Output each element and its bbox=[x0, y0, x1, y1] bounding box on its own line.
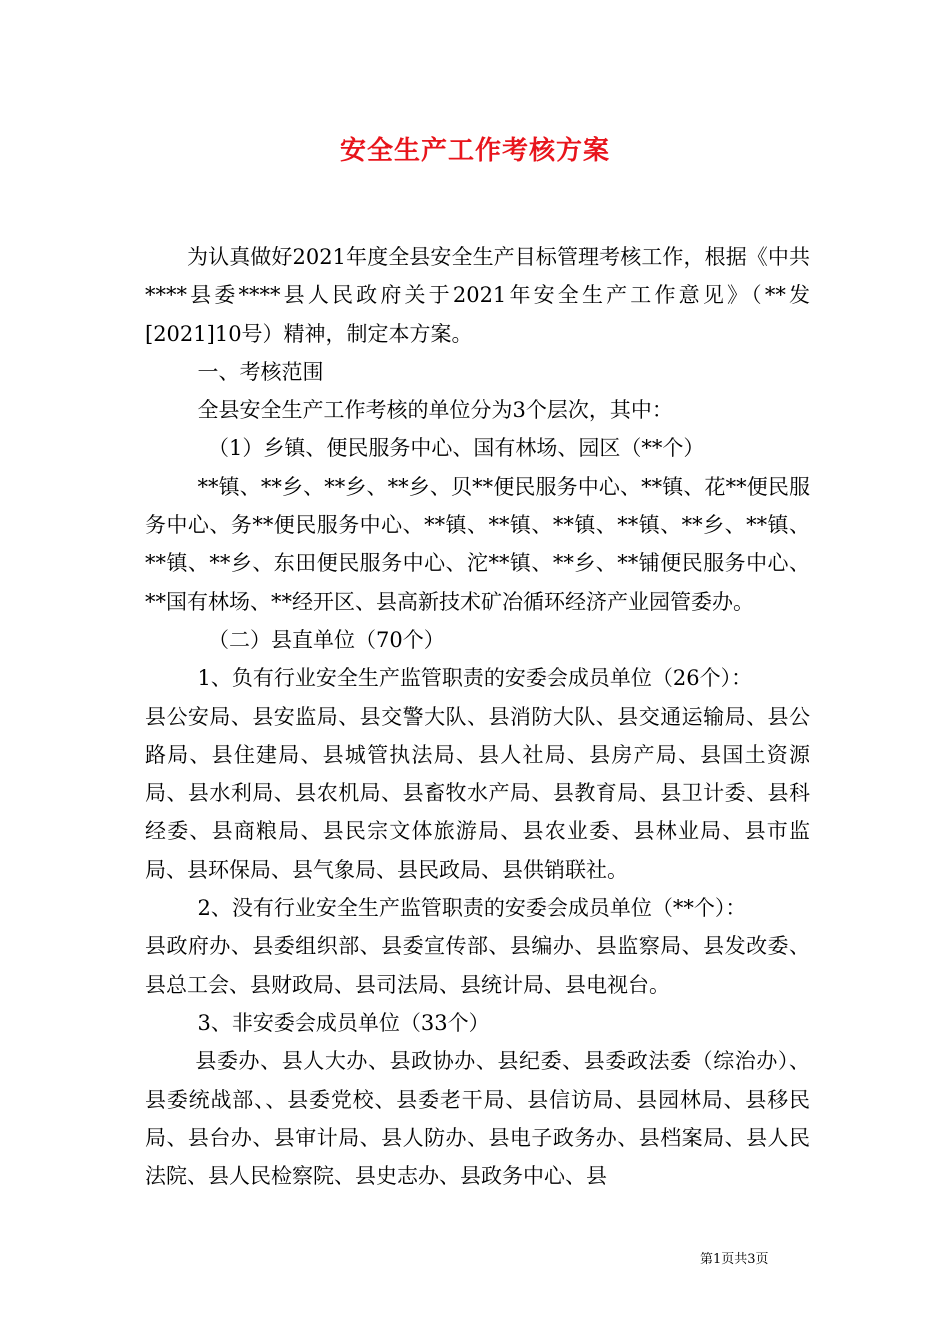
group2-list: 县政府办、县委组织部、县委宣传部、县编办、县监察局、县发改委、县总工会、县财政局、县司法局、县统计局、县电视台。 bbox=[145, 934, 810, 997]
intro-paragraph: 为认真做好2021年度全县安全生产目标管理考核工作，根据《中共****县委****县人民政府关于2021年安全生产工作意见》（**发[2021]10号）精神，制定本方案。 bbox=[145, 245, 810, 346]
document-body bbox=[145, 238, 810, 1195]
tier1-list: **镇、**乡、**乡、**乡、贝**便民服务中心、**镇、花**便民服务中心、务**便民服务中心、**镇、**镇、**镇、**镇、**乡、**镇、**镇、**乡、东田便民服务中心、沱**镇、**乡、**铺便民服务中心、**国有林场、**经开区、县高新技术矿冶循环经济产业园管委办。 bbox=[145, 474, 810, 614]
tier1-heading: （1）乡镇、便民服务中心、国有林场、园区（**个） bbox=[208, 436, 705, 461]
group1-heading: 1、负有行业安全生产监管职责的安委会成员单位（26个）： bbox=[197, 666, 753, 691]
page-number: 第1页共3页 bbox=[700, 1252, 769, 1267]
section1-lead: 全县安全生产工作考核的单位分为3个层次，其中： bbox=[197, 398, 673, 423]
section1-heading: 一、考核范围 bbox=[197, 359, 324, 384]
document-title: 安全生产工作考核方案 bbox=[339, 136, 610, 166]
group3-heading: 3、非安委会成员单位（33个） bbox=[197, 1010, 490, 1035]
group3-list: 县委办、县人大办、县政协办、县纪委、县委政法委（综治办）、县委统战部、、县委党校、县委老干局、县信访局、县园林局、县移民局、县台办、县审计局、县人防办、县电子政务办、县档案局、县人民法院、县人民检察院、县史志办、县政务中心、县 bbox=[145, 1049, 810, 1189]
tier2-heading: （二）县直单位（70个） bbox=[208, 627, 445, 652]
group1-list: 县公安局、县安监局、县交警大队、县消防大队、县交通运输局、县公路局、县住建局、县城管执法局、县人社局、县房产局、县国土资源局、县水利局、县农机局、县畜牧水产局、县教育局、县卫计委、县科经委、县商粮局、县民宗文体旅游局、县农业委、县林业局、县市监局、县环保局、县气象局、县民政局、县供销联社。 bbox=[145, 704, 810, 882]
group2-heading: 2、没有行业安全生产监管职责的安委会成员单位（**个）： bbox=[197, 896, 747, 921]
